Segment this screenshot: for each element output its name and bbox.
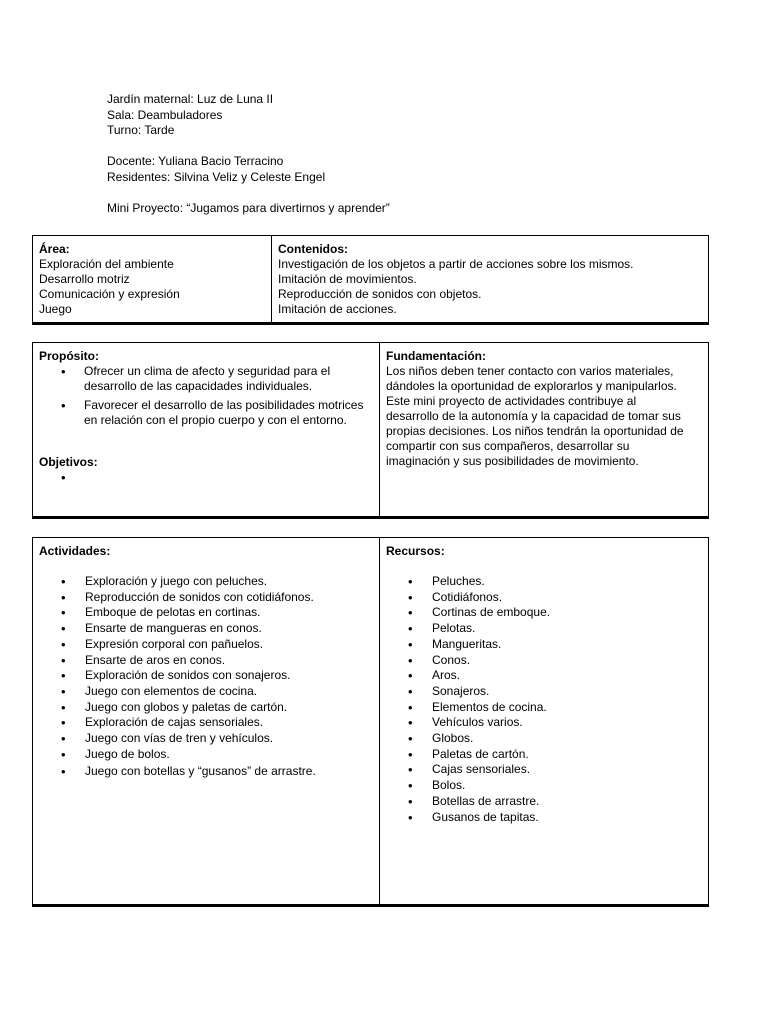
recurso-item: • Sonajeros. — [386, 684, 702, 700]
area-item: Juego — [39, 302, 72, 316]
actividad-item: • Juego con botellas y “gusanos” de arrastre. — [39, 764, 373, 780]
actividad-item: • Juego con globos y paletas de cartón. — [39, 700, 373, 716]
proposito-cell — [33, 343, 380, 518]
actividad-item: • Reproducción de sonidos con cotidiáfonos. — [39, 590, 373, 606]
actividad-item: • Expresión corporal con pañuelos. — [39, 637, 373, 653]
recurso-item: • Cotidiáfonos. — [386, 590, 702, 606]
fundamentacion-line: compartir con sus compañeros, desarrollar su — [386, 439, 630, 453]
sala-line: Sala: Deambuladores — [107, 107, 223, 122]
fundamentacion-line: propias decisiones. Los niños tendrán la oportunidad de — [386, 424, 684, 438]
proposito-fundamentacion-table — [32, 342, 709, 519]
recurso-item: • Vehículos varios. — [386, 715, 702, 731]
actividad-item: • Ensarte de aros en conos. — [39, 653, 373, 669]
actividad-item: • Juego de bolos. — [39, 747, 373, 763]
area-contenidos-table — [32, 235, 709, 325]
actividades-heading: Actividades: — [39, 544, 111, 558]
jardin-line: Jardín maternal: Luz de Luna II — [107, 92, 274, 106]
recurso-item: • Mangueritas. — [386, 637, 702, 653]
fundamentacion-cell — [380, 343, 709, 518]
actividades-recursos-table — [32, 537, 709, 907]
recursos-list — [386, 574, 702, 825]
actividades-list — [39, 574, 373, 780]
proyecto-line: Mini Proyecto: “Jugamos para divertirnos y aprender” — [107, 200, 390, 215]
document-header — [107, 92, 390, 216]
recurso-item: • Globos. — [386, 731, 702, 747]
area-item: Comunicación y expresión — [39, 287, 180, 301]
contenidos-heading: Contenidos: — [278, 242, 348, 256]
actividades-cell — [33, 538, 380, 906]
actividad-item: • Juego con elementos de cocina. — [39, 684, 373, 700]
actividad-item: • Emboque de pelotas en cortinas. — [39, 605, 373, 621]
objetivo-item — [39, 470, 373, 485]
fundamentacion-line: desarrollo de la autonomía y la capacidad de tomar sus — [386, 409, 681, 423]
recurso-item: • Elementos de cocina. — [386, 700, 702, 716]
area-heading: Área: — [39, 242, 70, 256]
proposito-item: • Favorecer el desarrollo de las posibilidades motrices en relación con el propio cuerpo y con el entorno. — [39, 398, 373, 428]
contenidos-cell — [272, 236, 709, 324]
residentes-line: Residentes: Silvina Veliz y Celeste Engel — [107, 169, 326, 184]
actividad-item: • Juego con vías de tren y vehículos. — [39, 731, 373, 747]
recurso-item: • Bolos. — [386, 778, 702, 794]
objetivos-heading: Objetivos: — [39, 455, 98, 469]
proposito-heading: Propósito: — [39, 349, 99, 363]
fundamentacion-heading: Fundamentación: — [386, 349, 487, 363]
recursos-cell — [380, 538, 709, 906]
recurso-item: • Cortinas de emboque. — [386, 605, 702, 621]
contenido-item: Reproducción de sonidos con objetos. — [278, 287, 482, 301]
actividad-item: • Exploración de sonidos con sonajeros. — [39, 668, 373, 684]
area-item: Desarrollo motriz — [39, 272, 130, 286]
fundamentacion-line: Este mini proyecto de actividades contribuye al — [386, 394, 637, 408]
objetivos-list — [39, 470, 373, 485]
actividad-item: • Exploración y juego con peluches. — [39, 574, 373, 590]
contenido-item: Imitación de acciones. — [278, 302, 397, 316]
fundamentacion-line: dándoles la oportunidad de explorarlos y manipularlos. — [386, 379, 677, 393]
recurso-item: • Peluches. — [386, 574, 702, 590]
contenido-item: Imitación de movimientos. — [278, 272, 417, 286]
fundamentacion-line: Los niños deben tener contacto con varios materiales, — [386, 364, 674, 378]
recurso-item: • Conos. — [386, 653, 702, 669]
recurso-item: • Paletas de cartón. — [386, 747, 702, 763]
turno-line: Turno: Tarde — [107, 123, 175, 137]
contenido-item: Investigación de los objetos a partir de acciones sobre los mismos. — [278, 257, 634, 271]
recurso-item: • Cajas sensoriales. — [386, 762, 702, 778]
area-cell — [33, 236, 272, 324]
recurso-item: • Botellas de arrastre. — [386, 794, 702, 810]
recurso-item: • Pelotas. — [386, 621, 702, 637]
recurso-item: • Aros. — [386, 668, 702, 684]
proposito-item: • Ofrecer un clima de afecto y seguridad para el desarrollo de las capacidades individuales. — [39, 364, 373, 394]
recurso-item: • Gusanos de tapitas. — [386, 810, 702, 826]
area-item: Exploración del ambiente — [39, 257, 174, 271]
docente-line: Docente: Yuliana Bacio Terracino — [107, 154, 284, 168]
actividad-item: • Exploración de cajas sensoriales. — [39, 715, 373, 731]
actividad-item: • Ensarte de mangueras en conos. — [39, 621, 373, 637]
recursos-heading: Recursos: — [386, 544, 445, 558]
fundamentacion-line: imaginación y sus posibilidades de movimiento. — [386, 454, 639, 468]
proposito-list — [39, 364, 373, 428]
